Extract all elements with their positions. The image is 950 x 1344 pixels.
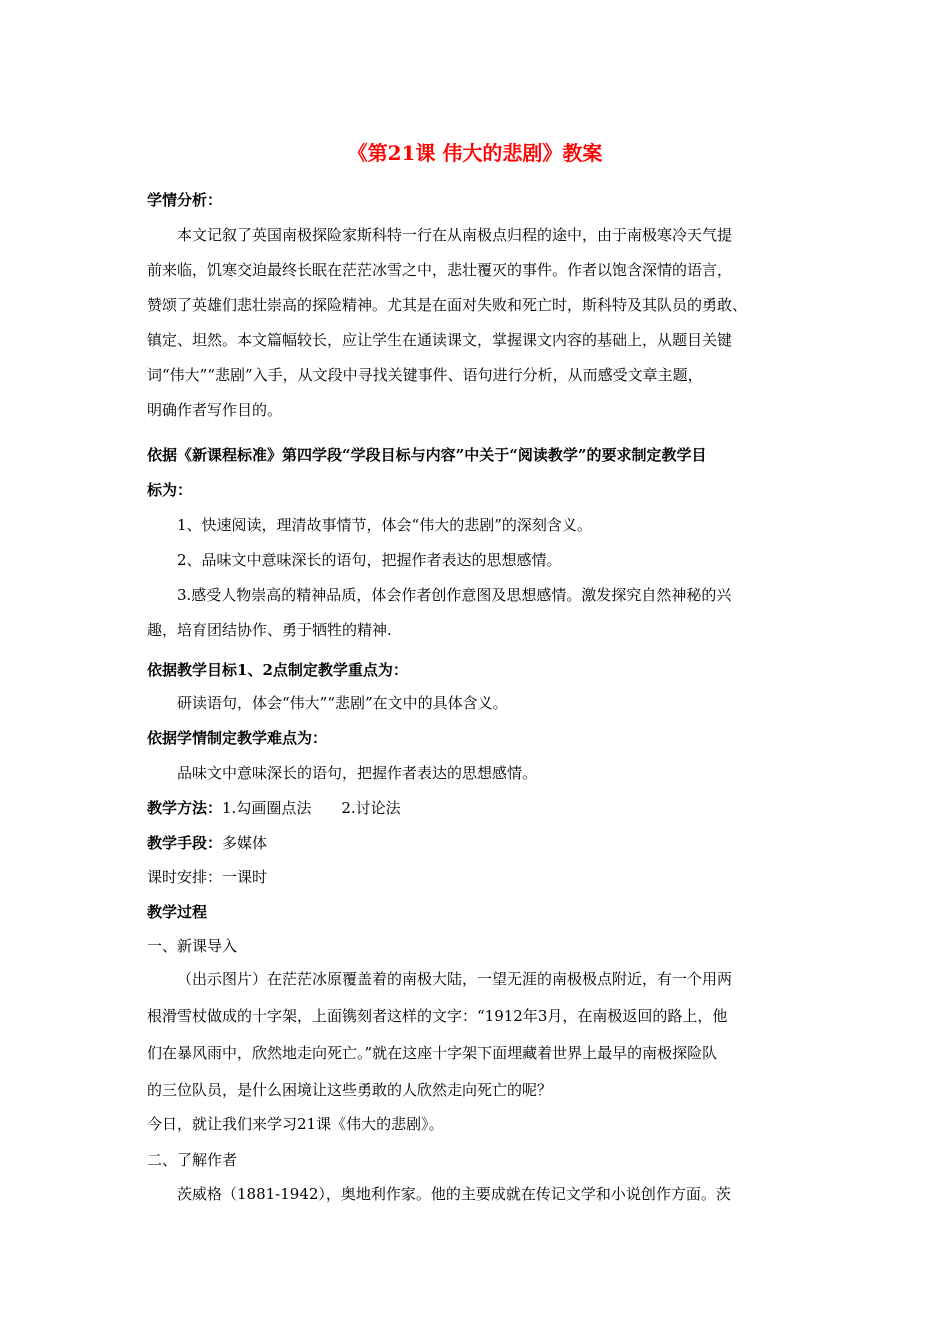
section-introduction: 一、新课导入 — [147, 937, 238, 955]
heading-difficulties: 依据学情制定教学难点为： — [147, 729, 328, 747]
teaching-method-row — [147, 797, 401, 819]
teaching-means-row — [147, 832, 267, 854]
heading-teaching-process: 教学过程 — [147, 903, 208, 921]
paragraph-line: 今日，就让我们来学习21课《伟大的悲剧》。 — [147, 1115, 444, 1133]
paragraph-line: 本文记叙了英国南极探险家斯科特一行在从南极点归程的途中，由于南极寒冷天气提 — [177, 226, 733, 244]
paragraph-line: 们在暴风雨中，欣然地走向死亡。”就在这座十字架下面埋藏着世界上最早的南极探险队 — [147, 1044, 718, 1062]
paragraph-line: 镇定、坦然。本文篇幅较长，应让学生在通读课文，掌握课文内容的基础上，从题目关键 — [147, 331, 733, 349]
teaching-means-label: 教学手段： — [147, 834, 223, 852]
key-points-text: 研读语句，体会“伟大”“悲剧”在文中的具体含义。 — [177, 694, 508, 712]
paragraph-line: 前来临，饥寒交迫最终长眠在茫茫冰雪之中，悲壮覆灭的事件。作者以饱含深情的语言， — [147, 261, 733, 279]
document-title: 《第21课 伟大的悲剧》教案 — [347, 141, 603, 165]
heading-teaching-goals-cont: 标为： — [147, 481, 193, 499]
goal-item-3: 3.感受人物崇高的精神品质，体会作者创作意图及思想感情。激发探究自然神秘的兴 — [177, 586, 732, 604]
paragraph-line: 的三位队员，是什么困境让这些勇敢的人欣然走向死亡的呢？ — [147, 1081, 553, 1099]
paragraph-line: 赞颂了英雄们悲壮崇高的探险精神。尤其是在面对失败和死亡时，斯科特及其队员的勇敢、 — [147, 296, 748, 314]
paragraph-line: 明确作者写作目的。 — [147, 401, 283, 419]
heading-teaching-goals: 依据《新课程标准》第四学段“学段目标与内容”中关于“阅读教学”的要求制定教学目 — [147, 446, 707, 464]
heading-key-points: 依据教学目标1、2点制定教学重点为： — [147, 661, 408, 679]
section-author: 二、了解作者 — [147, 1151, 238, 1169]
paragraph-line: 茨威格（1881-1942），奥地利作家。他的主要成就在传记文学和小说创作方面。茨 — [177, 1185, 731, 1203]
teaching-method-label: 教学方法： — [147, 799, 223, 817]
difficulties-text: 品味文中意味深长的语句，把握作者表达的思想感情。 — [177, 764, 538, 782]
teaching-method-value: 1.勾画圈点法 2.讨论法 — [222, 799, 401, 817]
paragraph-line: 词“伟大”“悲剧”入手，从文段中寻找关键事件、语句进行分析，从而感受文章主题， — [147, 366, 703, 384]
class-schedule: 课时安排：一课时 — [147, 868, 268, 886]
teaching-means-value: 多媒体 — [222, 834, 268, 852]
paragraph-line: （出示图片）在茫茫冰原覆盖着的南极大陆，一望无涯的南极极点附近，有一个用两 — [177, 970, 733, 988]
heading-student-analysis: 学情分析： — [147, 191, 223, 209]
paragraph-line: 根滑雪杖做成的十字架，上面镌刻者这样的文字：“1912年3月，在南极返回的路上，他 — [147, 1007, 728, 1025]
goal-item-2: 2、品味文中意味深长的语句，把握作者表达的思想感情。 — [177, 551, 562, 569]
goal-item-3-cont: 趣，培育团结协作、勇于牺牲的精神. — [147, 621, 392, 639]
goal-item-1: 1、快速阅读，理清故事情节，体会“伟大的悲剧”的深刻含义。 — [177, 516, 592, 534]
